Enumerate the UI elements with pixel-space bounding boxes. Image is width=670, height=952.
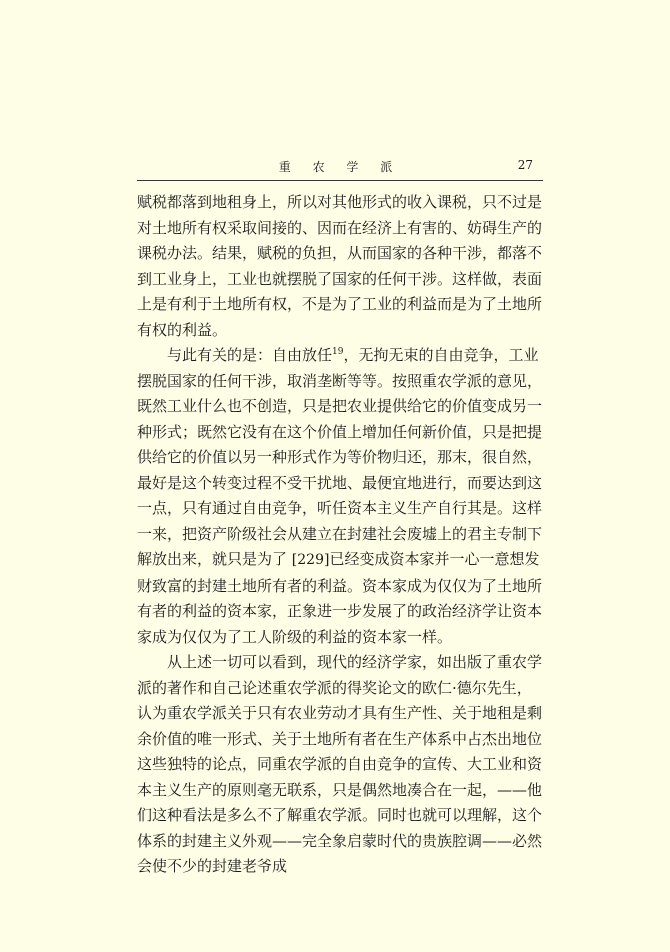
running-head-title: 重 农 学 派 bbox=[278, 160, 402, 174]
paragraph-2 bbox=[137, 343, 545, 650]
paragraph-2-text-start: 与此有关的是：自由放任 bbox=[167, 346, 333, 364]
page-number: 27 bbox=[517, 158, 533, 172]
paragraph-3 bbox=[137, 650, 545, 880]
running-head bbox=[137, 158, 543, 178]
paragraph-1 bbox=[137, 190, 545, 343]
header-rule bbox=[137, 180, 543, 181]
paragraph-2-text-end: 已经变成资本家并一心一意想发财致富的封建土地所有者的利益。资本家成为仅仅为了土地所有者的利益的资本家，正象进一步发展了的政治经济学让资本家成为仅仅为了工人阶级的利益的资本家一样。 bbox=[137, 550, 543, 646]
body-text bbox=[137, 190, 545, 880]
paragraph-1-text: 赋税都落到地租身上，所以对其他形式的收入课税，只不过是对土地所有权采取间接的、因而在经济上有害的、妨碍生产的课税办法。结果，赋税的负担，从而国家的各种干涉，都落不到工业身上，工业也就摆脱了国家的任何干涉。这样做，表面上是有利于土地所有权，不是为了工业的利益而是为了土地所有权的利益。 bbox=[137, 193, 543, 339]
footnote-marker[interactable]: 19 bbox=[332, 347, 344, 357]
paragraph-2-text-mid: ，无拘无束的自由竞争，工业摆脱国家的任何干涉，取消垄断等等。按照重农学派的意见，既然工业什么也不创造，只是把农业提供给它的价值变成另一种形式；既然它没有在这个价值上增加任何新价值，只是把提供给它的价值以另一种形式作为等价物归还，那末，很自然，最好是这个转变过程不受干扰地、最便宜地进行，而要达到这一点，只有通过自由竞争，听任资本主义生产自行其是。这样一来，把资产阶级社会从建立在封建社会废墟上的君主专制下解放出来，就只是为了 bbox=[137, 346, 543, 568]
paragraph-3-text: 从上述一切可以看到，现代的经济学家，如出版了重农学派的著作和自己论述重农学派的得奖论文的欧仁·德尔先生，认为重农学派关于只有农业劳动才具有生产性、关于地租是剩余价值的唯一形式、关于土地所有者在生产体系中占杰出地位这些独特的论点，同重农学派的自由竞争的宣传、大工业和资本主义生产的原则毫无联系，只是偶然地凑合在一起，——他们这种看法是多么不了解重农学派。同时也就可以理解，这个体系的封建主义外观——完全象启蒙时代的贵族腔调——必然会使不少的封建老爷成 bbox=[137, 653, 543, 875]
margin-reference: [229] bbox=[291, 552, 330, 568]
